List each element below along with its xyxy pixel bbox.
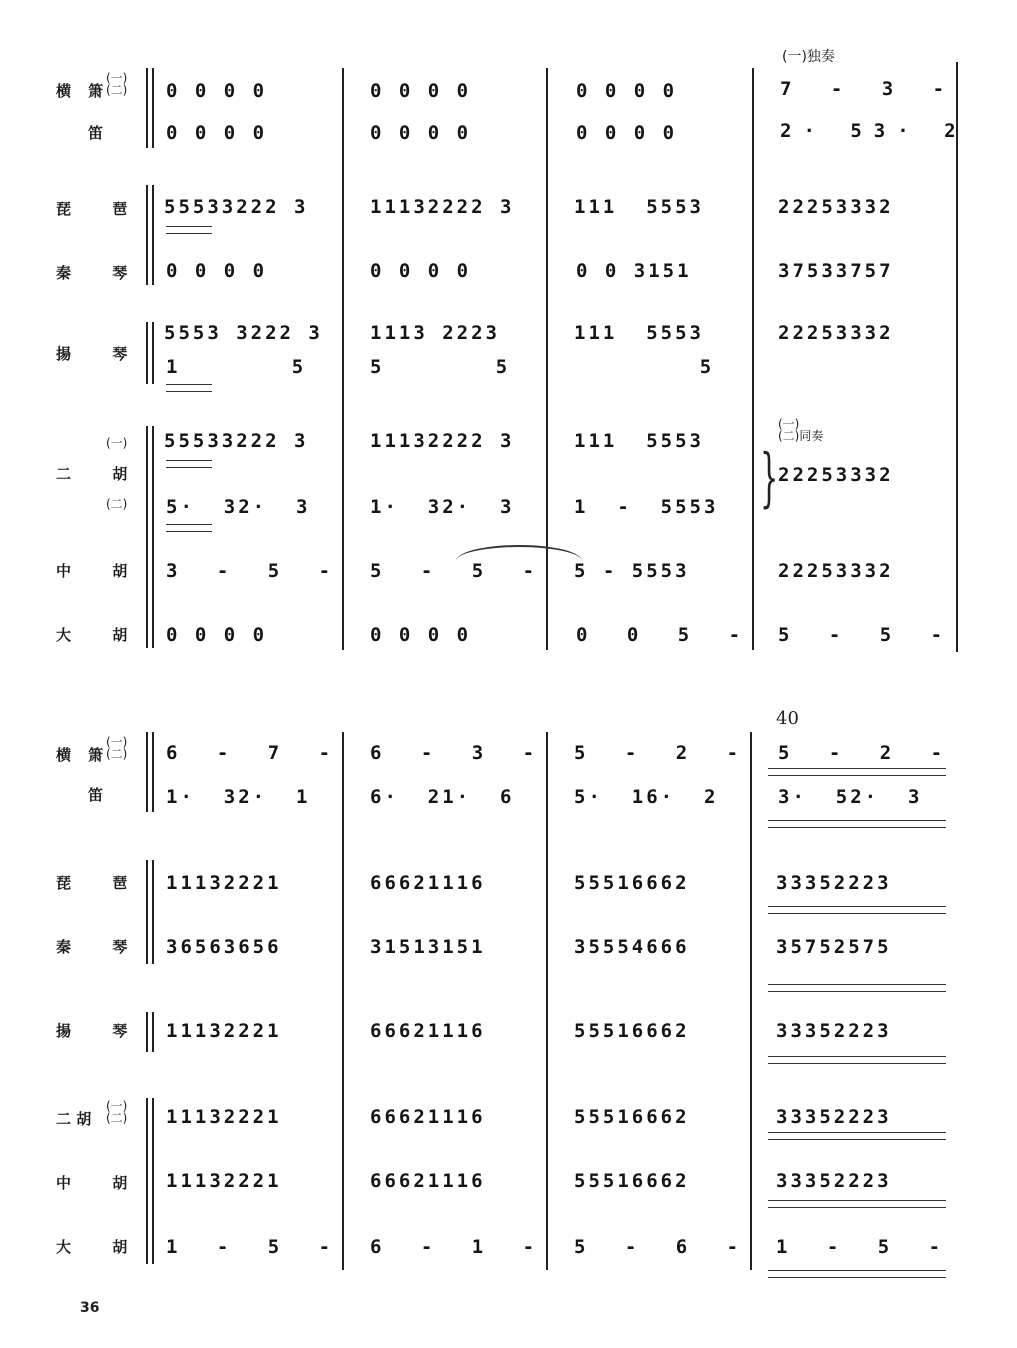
beam: [166, 524, 212, 532]
bracket-yangqin: [146, 1012, 148, 1052]
bracket-xiao-inner: [152, 732, 154, 812]
tie-slur: [456, 545, 582, 561]
notes-yangqin-m1: 11132221: [166, 1020, 282, 1042]
notes-qinqin-m3: 0 0 3151: [576, 260, 692, 282]
notes-dahu-m1: 1 - 5 -: [166, 1236, 345, 1258]
notes-yangqin-hi-m3: 111 5553: [574, 322, 704, 344]
label-erhu-1: (一): [106, 436, 128, 450]
notes-erhu-m3: 55516662: [574, 1106, 690, 1128]
notes-erhu-m4: 33352223: [776, 1106, 892, 1128]
label-hengxiao: 横: [56, 82, 72, 100]
section-beam: [768, 1132, 946, 1140]
notes-zhonghu-m3: 55516662: [574, 1170, 690, 1192]
bracket-yangqin: [146, 322, 148, 384]
notes-qinqin-m4: 35752575: [776, 936, 892, 958]
label-di: 笛: [88, 124, 104, 142]
section-beam: [768, 1270, 946, 1278]
solo-annotation: (一)独奏: [782, 49, 835, 65]
notes-zhonghu-m3: 5 - 5553: [574, 560, 690, 582]
notes-qinqin-m2: 0 0 0 0: [370, 260, 472, 282]
notes-xiao-m1: 0 0 0 0: [166, 80, 268, 102]
notes-dahu-m4: 1 - 5 -: [776, 1236, 955, 1258]
bracket-huqin-inner: [152, 1098, 154, 1264]
notes-qinqin-m1: 36563656: [166, 936, 282, 958]
notes-erhu2-m1: 5· 32· 3: [166, 496, 311, 518]
label-erhu: 二 胡: [56, 1110, 92, 1128]
label-hengxiao: 横: [56, 746, 72, 764]
notes-xiao-m1: 6 - 7 -: [166, 742, 345, 764]
unison-annotation: (一) (二)同奏: [778, 417, 824, 443]
notes-pipa-m3: 55516662: [574, 872, 690, 894]
section-beam: [768, 984, 946, 992]
notes-zhonghu-m4: 22253332: [778, 560, 894, 582]
notes-di-m3: 5· 16· 2: [574, 786, 719, 808]
bracket-huqin-inner: [152, 426, 154, 648]
bracket-xiao: [146, 68, 148, 148]
notes-erhu2-m3: 1 - 5553: [574, 496, 719, 518]
notes-zhonghu-m2: 5 - 5 -: [370, 560, 549, 582]
notes-pipa-m3: 111 5553: [574, 196, 704, 218]
label-di: 笛: [88, 786, 104, 804]
section-beam: [768, 906, 946, 914]
notes-pipa-m2: 66621116: [370, 872, 486, 894]
notes-pipa-m4: 22253332: [778, 196, 894, 218]
notes-pipa-m1: 11132221: [166, 872, 282, 894]
label-qinqin: 秦 琴: [56, 264, 146, 282]
score-system-1: [0, 0, 1017, 670]
notes-qinqin-m4: 37533757: [778, 260, 894, 282]
notes-di-m4: 2· 53· 2: [780, 120, 968, 142]
notes-erhu-m4: 22253332: [778, 464, 894, 486]
notes-pipa-m2: 11132222 3: [370, 196, 515, 218]
label-zhonghu: 中 胡: [56, 562, 146, 580]
label-yangqin: 揚 琴: [56, 1022, 146, 1040]
notes-yangqin-hi-m4: 22253332: [778, 322, 894, 344]
notes-yangqin-lo-m2: 5 5: [370, 356, 528, 378]
notes-erhu1-m2: 11132222 3: [370, 430, 515, 452]
notes-dahu-m3: 5 - 6 -: [574, 1236, 753, 1258]
section-beam: [768, 820, 946, 828]
notes-di-m4: 3· 52· 3: [778, 786, 923, 808]
notes-yangqin-lo-m1: 1 5: [166, 356, 324, 378]
notes-zhonghu-m1: 3 - 5 -: [166, 560, 345, 582]
notes-qinqin-m2: 31513151: [370, 936, 486, 958]
notes-di-m1: 0 0 0 0: [166, 122, 268, 144]
section-beam: [768, 1056, 946, 1064]
label-erhu-2: (二): [106, 497, 128, 511]
label-yangqin: 揚 琴: [56, 345, 146, 363]
notes-erhu1-m3: 111 5553: [574, 430, 704, 452]
measure-number: 40: [776, 708, 799, 729]
label-qinqin: 秦 琴: [56, 938, 146, 956]
notes-yangqin-m2: 66621116: [370, 1020, 486, 1042]
label-hengxiao-2: 箫: [88, 82, 104, 100]
barline: [750, 732, 752, 1270]
bracket-yangqin-inner: [152, 322, 154, 384]
section-beam: [768, 1200, 946, 1208]
label-erhu: 二 胡: [56, 465, 146, 483]
score-system-2: [0, 700, 1017, 1300]
bracket-yangqin-inner: [152, 1012, 154, 1052]
notes-zhonghu-m1: 11132221: [166, 1170, 282, 1192]
beam: [166, 460, 212, 468]
notes-yangqin-m3: 55516662: [574, 1020, 690, 1042]
barline: [546, 732, 548, 1270]
notes-yangqin-hi-m1: 5553 3222 3: [164, 322, 323, 344]
notes-pipa-m1: 55533222 3: [164, 196, 309, 218]
label-hengxiao-parts: (一) (二): [106, 735, 128, 761]
label-hengxiao-parts: (一) (二): [106, 71, 128, 97]
bracket-huqin: [146, 1098, 148, 1264]
notes-xiao-m3: 5 - 2 -: [574, 742, 753, 764]
bracket-huqin: [146, 426, 148, 648]
erhu-merge-brace: }: [760, 441, 779, 515]
bracket-strings-a: [146, 185, 148, 285]
notes-xiao-m2: 0 0 0 0: [370, 80, 472, 102]
section-beam: [768, 768, 946, 776]
label-pipa: 琵 琶: [56, 874, 146, 892]
page-number: 36: [80, 1300, 100, 1316]
notes-erhu-m2: 66621116: [370, 1106, 486, 1128]
notes-dahu-m4: 5 - 5 -: [778, 624, 957, 646]
notes-dahu-m2: 6 - 1 -: [370, 1236, 549, 1258]
bracket-strings-a-inner: [152, 185, 154, 285]
label-zhonghu: 中 胡: [56, 1174, 146, 1192]
notes-yangqin-lo-m3: 5: [574, 356, 732, 378]
bracket-xiao-inner: [152, 68, 154, 148]
notes-xiao-m3: 0 0 0 0: [576, 80, 678, 102]
notes-xiao-m4: 7 - 3 -: [780, 78, 959, 100]
notes-di-m2: 6· 21· 6: [370, 786, 515, 808]
beam: [166, 226, 212, 234]
notes-erhu-m1: 11132221: [166, 1106, 282, 1128]
notes-dahu-m3: 0 0 5 -: [576, 624, 755, 646]
label-erhu-parts: (一) (二): [106, 1099, 128, 1125]
notes-di-m3: 0 0 0 0: [576, 122, 678, 144]
label-hengxiao-2: 箫: [88, 746, 104, 764]
notes-erhu2-m2: 1· 32· 3: [370, 496, 515, 518]
notes-zhonghu-m4: 33352223: [776, 1170, 892, 1192]
notes-dahu-m1: 0 0 0 0: [166, 624, 268, 646]
barline: [752, 68, 754, 650]
label-dahu: 大 胡: [56, 1238, 146, 1256]
notes-zhonghu-m2: 66621116: [370, 1170, 486, 1192]
notes-xiao-m2: 6 - 3 -: [370, 742, 549, 764]
barline: [342, 732, 344, 1270]
notes-xiao-m4: 5 - 2 -: [778, 742, 957, 764]
beam: [166, 384, 212, 392]
notes-dahu-m2: 0 0 0 0: [370, 624, 472, 646]
notes-qinqin-m1: 0 0 0 0: [166, 260, 268, 282]
label-dahu: 大 胡: [56, 626, 146, 644]
notes-yangqin-hi-m2: 1113 2223: [370, 322, 500, 344]
notes-yangqin-m4: 33352223: [776, 1020, 892, 1042]
bracket-strings-a-inner: [152, 860, 154, 964]
notes-erhu1-m1: 55533222 3: [164, 430, 309, 452]
label-pipa: 琵 琶: [56, 200, 146, 218]
notes-qinqin-m3: 35554666: [574, 936, 690, 958]
barline-end: [956, 62, 958, 652]
notes-pipa-m4: 33352223: [776, 872, 892, 894]
notes-di-m2: 0 0 0 0: [370, 122, 472, 144]
bracket-xiao: [146, 732, 148, 812]
notes-di-m1: 1· 32· 1: [166, 786, 311, 808]
bracket-strings-a: [146, 860, 148, 964]
